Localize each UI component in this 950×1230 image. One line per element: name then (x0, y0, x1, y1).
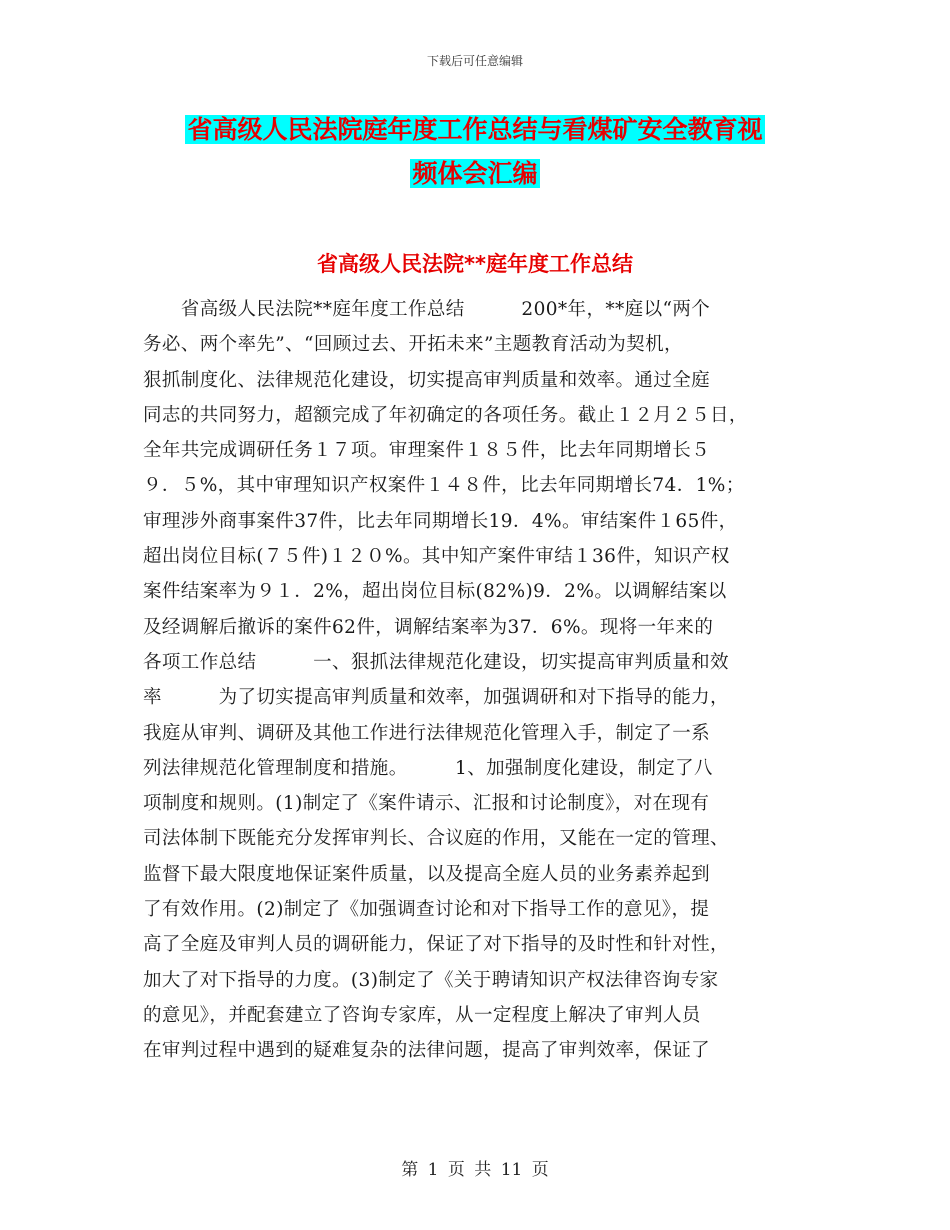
body-line: 在审判过程中遇到的疑难复杂的法律问题，提高了审判效率，保证了 (143, 1040, 711, 1062)
section-title: 省高级人民法院**庭年度工作总结 (317, 252, 633, 276)
body-line: 我庭从审判、调研及其他工作进行法律规范化管理入手，制定了一系 (143, 722, 711, 744)
body-line: 狠抓制度化、法律规范化建设，切实提高审判质量和效率。通过全庭 (143, 369, 711, 391)
body-line: 高了全庭及审判人员的调研能力，保证了对下指导的及时性和针对性， (143, 934, 729, 956)
body-line: 省高级人民法院**庭年度工作总结 200*年，**庭以“两个 (143, 299, 711, 320)
body-line: 超出岗位目标(７５件)１２０%。其中知产案件审结１36件，知识产权 (143, 546, 730, 568)
page-footer: 第 1 页 共 11 页 (401, 1160, 549, 1180)
body-line: 的意见》，并配套建立了咨询专家库，从一定程度上解决了审判人员 (143, 1004, 701, 1026)
body-line: 项制度和规则。(1)制定了《案件请示、汇报和讨论制度》，对在现有 (143, 793, 710, 815)
body-line: 案件结案率为９１．2%，超出岗位目标(82%)9．2%。以调解结案以 (143, 581, 727, 603)
body-line: 列法律规范化管理制度和措施。 1、加强制度化建设，制定了八 (143, 757, 713, 779)
body-line: 及经调解后撤诉的案件62件，调解结案率为37．6%。现将一年来的 (143, 616, 714, 638)
body-line: 各项工作总结 一、狠抓法律规范化建设，切实提高审判质量和效 (143, 651, 729, 673)
body-line: 司法体制下既能充分发挥审判长、合议庭的作用，又能在一定的管理、 (143, 828, 729, 850)
body-line: 率 为了切实提高审判质量和效率，加强调研和对下指导的能力， (143, 687, 729, 709)
body-line: 同志的共同努力，超额完成了年初确定的各项任务。截止１２月２５日， (143, 404, 748, 426)
header-note: 下载后可任意编辑 (426, 54, 523, 68)
body-line: 务必、两个率先”、“回顾过去、开拓未来”主题教育活动为契机， (143, 334, 683, 356)
body-line: 审理涉外商事案件37件，比去年同期增长19．4%。审结案件１65件， (143, 510, 738, 532)
body-text (143, 292, 843, 1069)
document-title-line-1: 省高级人民法院庭年度工作总结与看煤矿安全教育视 (187, 115, 763, 144)
body-line: 全年共完成调研任务１７项。审理案件１８５件，比去年同期增长５ (143, 440, 711, 462)
body-line: ９．５%，其中审理知识产权案件１４８件，比去年同期增长74．1%； (143, 475, 745, 497)
body-line: 监督下最大限度地保证案件质量，以及提高全庭人员的业务素养起到 (143, 863, 711, 885)
body-line: 加大了对下指导的力度。(3)制定了《关于聘请知识产权法律咨询专家 (143, 969, 719, 991)
body-line: 了有效作用。(2)制定了《加强调查讨论和对下指导工作的意见》，提 (143, 899, 710, 921)
document-title-line-2: 频体会汇编 (412, 159, 538, 188)
document-title (0, 108, 950, 196)
